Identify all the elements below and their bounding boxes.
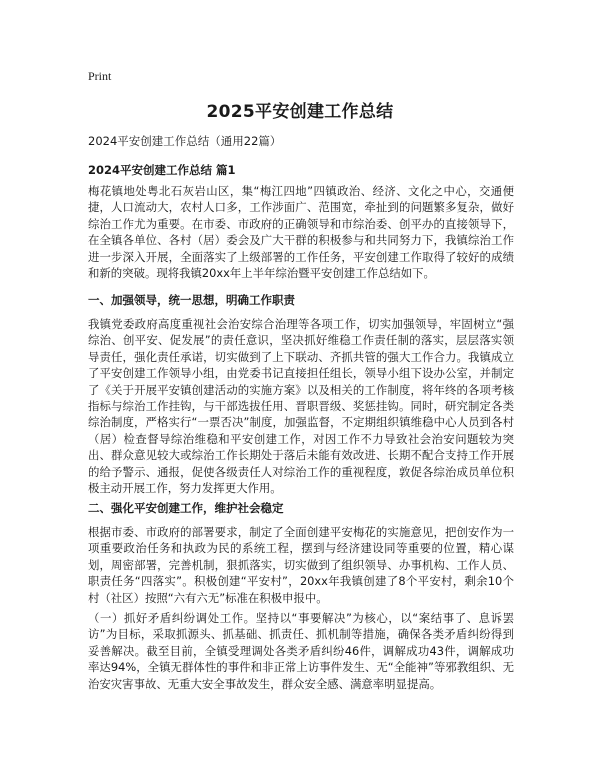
article-heading: 2024平安创建工作总结 篇1 — [88, 163, 236, 177]
section-2-item-1-paragraph: （一）抓好矛盾纠纷调处工作。坚持以“事要解决”为核心，以“案结事了、息诉罢访”为目标，采取抓源头、抓基础、抓责任、抓机制等措施，确保各类矛盾纠纷得到妥善解决。截至目前，全镇受理调处各类矛盾纠纷46件，调解成功43件，调解成功率达94%，全镇无群体性的事件和非正常上访事件发生、无“全能神”等邪教组织、无治安灾害事故、无重大安全事故发生，群众安全感、满意率明显提高。 — [88, 611, 514, 691]
section-2-heading: 二、强化平安创建工作，维护社会稳定 — [88, 501, 284, 515]
section-1-paragraph: 我镇党委政府高度重视社会治安综合治理等各项工作，切实加强领导，牢固树立“强综治、创平安、促发展”的责任意识，坚决抓好维稳工作责任制的落实，层层落实领导责任，强化责任承诺，切实做到了上下联动、齐抓共管的强大工作合力。我镇成立了平安创建工作领导小组，由党委书记直接担任组长，领导小组下设办公室，并制定了《关于开展平安镇创建活动的实施方案》以及相关的工作制度，将年终的各项考核指标与综治工作挂钩，与干部选拔任用、晋职晋级、奖惩挂钩。同时，研究制定各类综治制度，严格实行“一票否决”制度，加强监督，不定期组织镇维稳中心人员到各村（居）检查督导综治维稳和平安创建工作，对因工作不力导致社会治安问题较为突出、群众意见较大或综治工作长期处于落后未能有效改进、长期不配合支持工作开展的给予警示、通报，促使各级责任人对综治工作的重视程度，敦促各综治成员单位积极主动开展工作，努力发挥更大作用。 — [88, 317, 514, 496]
intro-paragraph: 梅花镇地处粤北石灰岩山区，集“梅江四地”四镇政治、经济、文化之中心，交通便捷，人口流动大，农村人口多，工作涉面广、范围宽，牵扯到的问题繁多复杂，做好综治工作尤为重要。在市委、市政府的正确领导和市综治委、创平办的直接领导下，在全镇各单位、各村（居）委会及广大干群的积极参与和共同努力下，我镇综治工作进一步深入开展，全面落实了上级部署的工作任务，平安创建工作取得了较好的成绩和新的突破。现将我镇20xx年上半年综治暨平安创建工作总结如下。 — [88, 184, 514, 281]
section-1-heading: 一、加强领导，统一思想，明确工作职责 — [88, 293, 295, 307]
print-link[interactable]: Print — [88, 69, 112, 83]
page-title: 2025平安创建工作总结 — [206, 102, 394, 122]
section-2-paragraph: 根据市委、市政府的部署要求，制定了全面创建平安梅花的实施意见，把创安作为一项重要政治任务和执政为民的系统工程，摆到与经济建设同等重要的位置，精心谋划，周密部署，完善机制，狠抓落实，切实做到了组织领导、办事机构、工作人员、职责任务“四落实”。积极创建“平安村”，20xx年我镇创建了8个平安村，剩余10个村（社区）按照“六有六无”标准在积极申报中。 — [88, 525, 514, 605]
document-subtitle: 2024平安创建工作总结（通用22篇） — [88, 134, 282, 148]
